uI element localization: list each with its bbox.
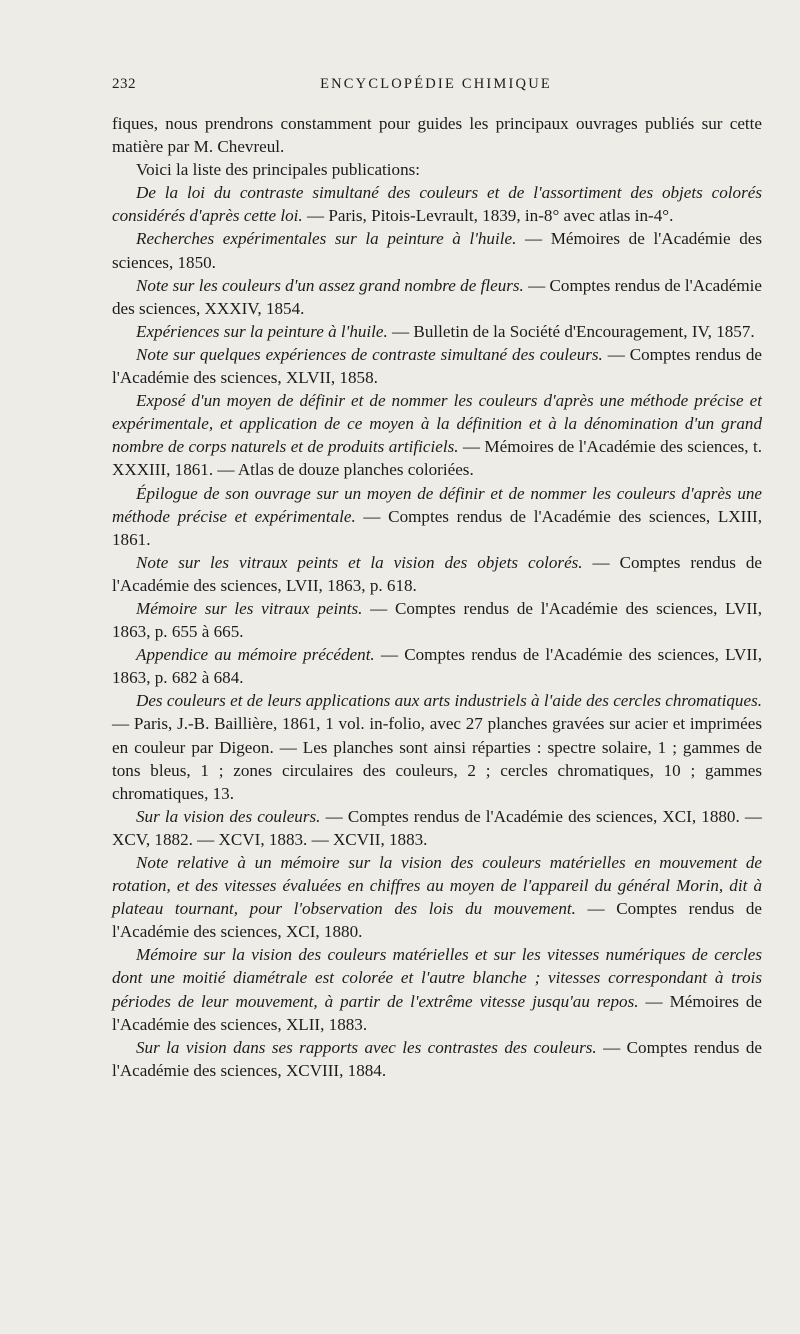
bibliography-entry [112,181,762,227]
entry-title: Recherches expérimentales sur la peinture à l'huile. [136,229,517,249]
body-text [112,112,762,1082]
bibliography-entry [112,389,762,481]
bibliography-entry [112,1036,762,1082]
bibliography-entry [112,689,762,804]
entry-reference: — Bulletin de la Société d'Encouragement, IV, 1857. [387,321,755,341]
entry-reference: — Comptes rendus de l'Académie des sciences, XLVII, 1858. [112,344,762,388]
bibliography-entry [112,551,762,597]
bibliography-entry [112,597,762,643]
entry-title: Appendice au mémoire précédent. [136,645,375,665]
entry-reference: — Comptes rendus de l'Académie des sciences, XCVIII, 1884. [112,1037,762,1080]
entry-title: Exposé d'un moyen de définir et de nommer les couleurs d'après une méthode précise et expérimentale, et application de ce moyen à la définition et à la dénomination d'un grand nombre de corps naturels et de produits artificiels. [112,391,762,457]
entry-title: Note sur les couleurs d'un assez grand nombre de fleurs. [136,275,524,295]
entry-reference: — Comptes rendus de l'Académie des sciences, LVII, 1863, p. 618. [112,552,762,595]
bibliography-entry [112,320,762,343]
entry-title: Des couleurs et de leurs applications aux arts industriels à l'aide des cercles chromatiques. [136,691,762,711]
bibliography-entry [112,227,762,273]
entry-reference: — Mémoires de l'Académie des sciences, 1850. [112,229,762,272]
entry-reference: — Mémoires de l'Académie des sciences, XLII, 1883. [112,991,762,1034]
entry-reference: — Comptes rendus de l'Académie des sciences, XXXIV, 1854. [112,275,763,318]
bibliography-entry [112,274,762,320]
bibliography-entry [112,482,762,551]
entry-reference: — Comptes rendus de l'Académie des sciences, XCI, 1880. [112,899,762,942]
bibliography-entry [112,343,762,389]
entry-title: Épilogue de son ouvrage sur un moyen de définir et de nommer les couleurs d'après une méthode précise et expérimentale. [112,483,762,526]
bibliography-entry [112,943,762,1035]
entry-reference: — Comptes rendus de l'Académie des sciences, XCI, 1880. — XCV, 1882. — XCVI, 1883. — XCVII, 1883. [112,806,762,849]
entry-title: Sur la vision dans ses rapports avec les contrastes des couleurs. [136,1037,597,1057]
entry-title: Mémoire sur les vitraux peints. [136,598,363,618]
entry-reference: — Paris, J.-B. Baillière, 1861, 1 vol. in-folio, avec 27 planches gravées sur acier et imprimées en couleur par Digeon. — Les planches sont ainsi réparties : spectre solaire, 1 ; gammes de tons bleus, 1 ; zones circulaires des couleurs, 2 ; cercles chromatiques, 10 ; gammes chromatiques, 13. [112,714,762,803]
entry-title: De la loi du contraste simultané des couleurs et de l'assortiment des objets colorés considérés d'après cette loi. [112,183,762,226]
entry-reference: — Comptes rendus de l'Académie des sciences, LVII, 1863, p. 655 à 665. [112,598,763,642]
intro-paragraph: Voici la liste des principales publications: [136,160,421,180]
entry-title: Mémoire sur la vision des couleurs matérielles et sur les vitesses numériques de cercles dont une moitié diamétrale est colorée et l'autre blanche ; vitesses correspondant à trois périodes de leur mouvement, à partir de l'extrême vitesse jusqu'au repos. [112,945,762,1011]
entry-reference: — Comptes rendus de l'Académie des sciences, LVII, 1863, p. 682 à 684. [112,645,762,688]
page-number: 232 [112,76,136,92]
entry-title: Expériences sur la peinture à l'huile. [136,321,388,341]
bibliography-entry [112,805,762,851]
entry-title: Note relative à un mémoire sur la vision des couleurs matérielles en mouvement de rotation, et des vitesses évaluées en chiffres au moyen de l'appareil du général Morin, dit à plateau tournant, pour l'observation des lois du mouvement. [112,853,762,919]
entry-reference: — Comptes rendus de l'Académie des sciences, LXIII, 1861. [112,506,762,549]
bibliography-entry [112,851,762,943]
entry-title: Note sur les vitraux peints et la vision des objets colorés. [136,552,583,572]
intro-paragraph: fiques, nous prendrons constamment pour guides les principaux ouvrages publiés sur cette matière par M. Chevreul. [112,114,762,157]
entry-reference: — Mémoires de l'Académie des sciences, t. XXXIII, 1861. — Atlas de douze planches coloriées. [112,437,762,480]
entry-title: Note sur quelques expériences de contraste simultané des couleurs. [136,344,603,364]
entry-title: Sur la vision des couleurs. [136,806,321,826]
bibliography-entry [112,643,762,689]
running-title: ENCYCLOPÉDIE CHIMIQUE [320,76,552,92]
page-header [112,76,760,100]
entry-reference: — Paris, Pitois-Levrault, 1839, in-8° avec atlas in-4°. [302,206,674,226]
